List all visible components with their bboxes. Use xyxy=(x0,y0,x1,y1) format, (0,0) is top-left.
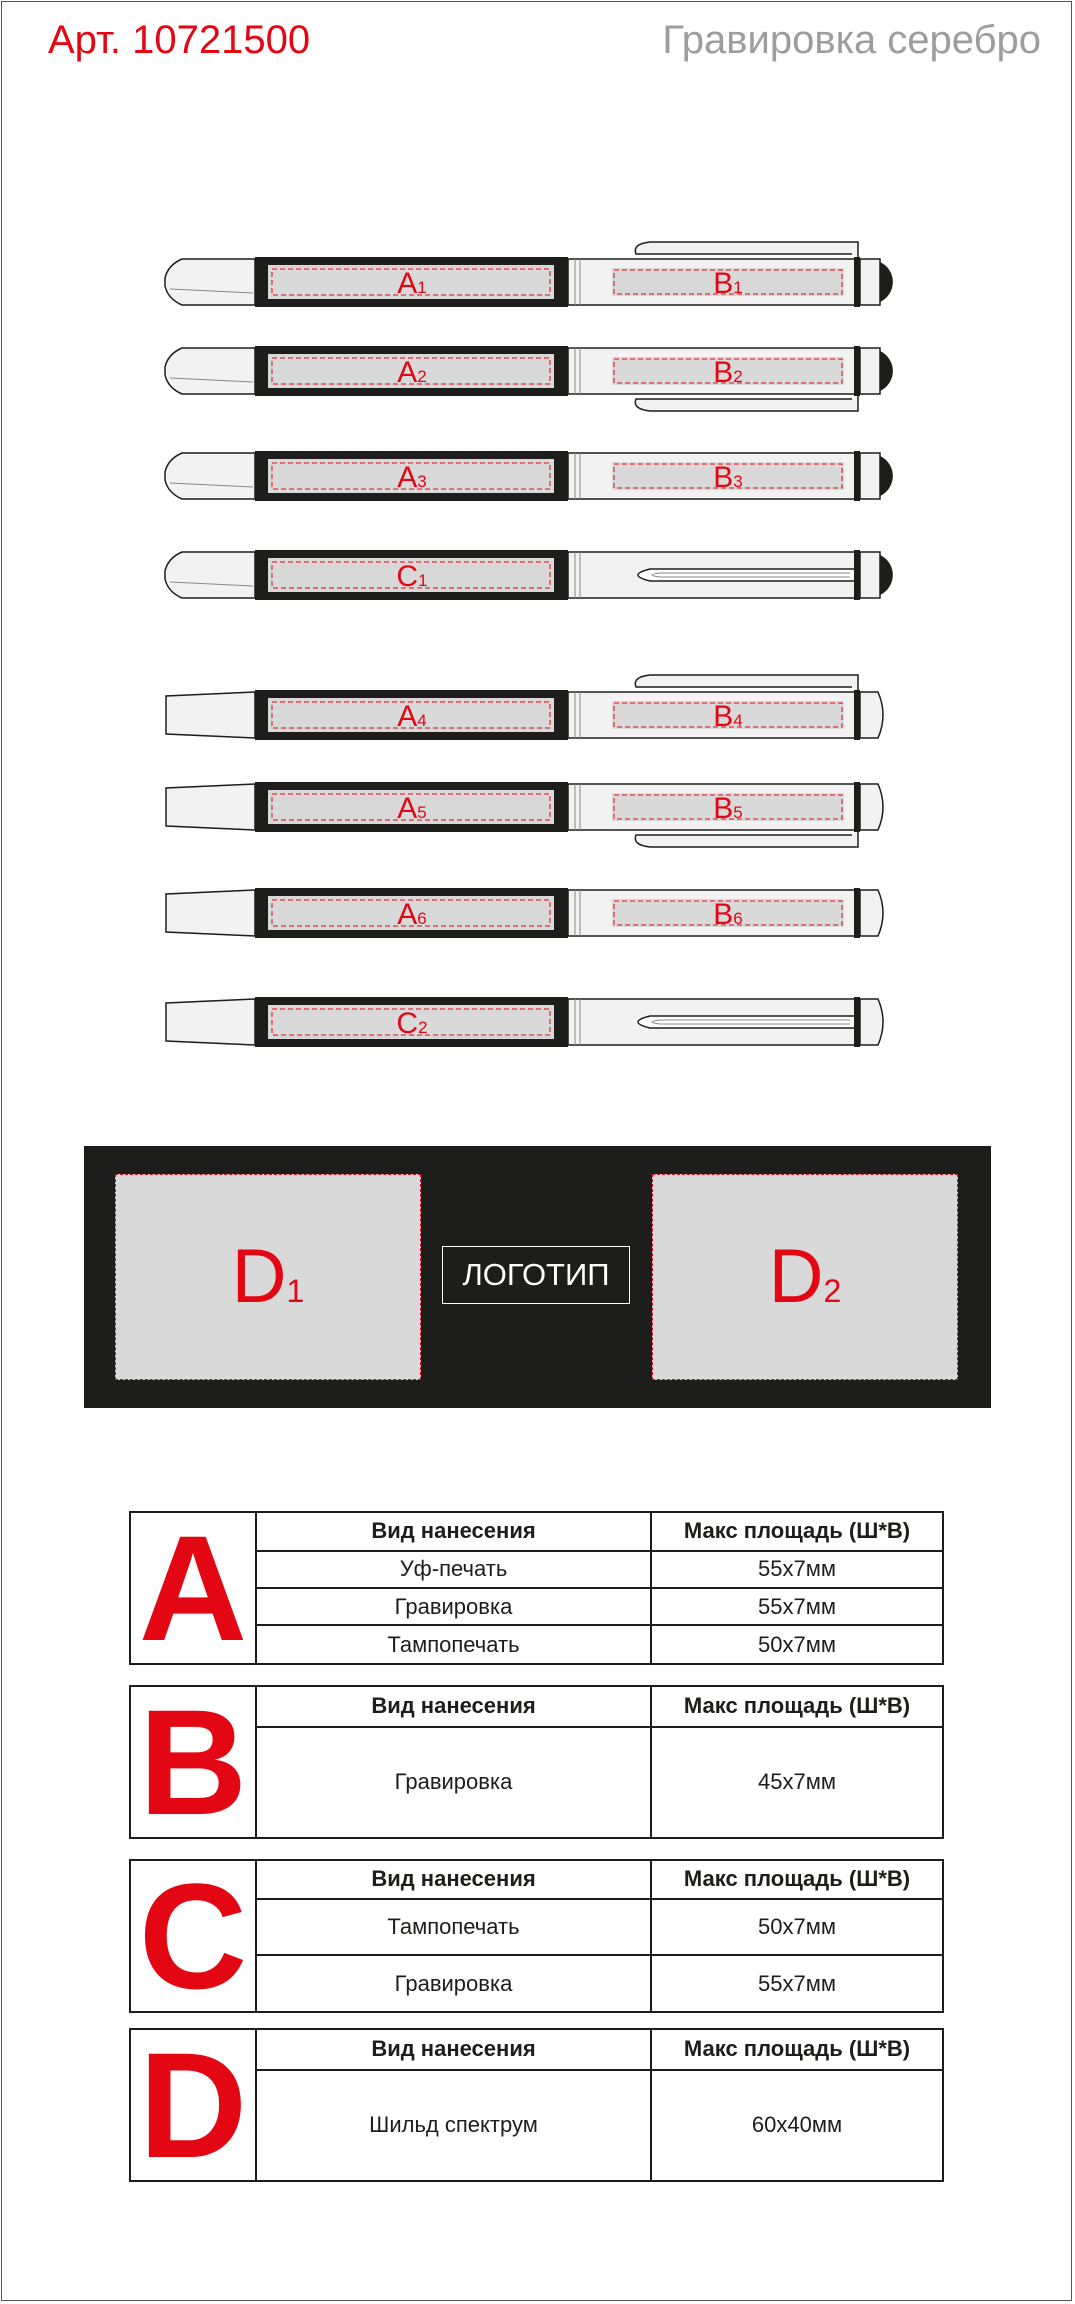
engrave-zone-a-label: A5 xyxy=(397,792,427,825)
pen-cap xyxy=(860,784,883,830)
table-cell: 55x7мм xyxy=(651,1955,943,2012)
table-cell: Гравировка xyxy=(256,1955,651,2012)
pen-cap xyxy=(860,453,880,499)
pen-end-band xyxy=(854,346,860,396)
zone-d2 xyxy=(652,1174,958,1380)
stylus-tip xyxy=(880,351,893,391)
pen-cap xyxy=(860,552,880,598)
pen-7 xyxy=(166,888,883,938)
pen-cap xyxy=(860,259,880,305)
spec-table-c xyxy=(129,1852,944,2020)
pen-3 xyxy=(165,451,893,501)
table-cell: 45x7мм xyxy=(651,1727,943,1838)
pen-cap xyxy=(860,890,883,936)
table-letter: C xyxy=(130,1860,256,2012)
table-cell: 50x7мм xyxy=(651,1899,943,1956)
pen-clip xyxy=(638,569,855,581)
table-cell: 50x7мм xyxy=(651,1625,943,1664)
pen-8 xyxy=(166,997,883,1047)
engrave-zone-b-label: B2 xyxy=(713,356,743,389)
pen-clip xyxy=(635,830,858,847)
column-header-method: Вид нанесения xyxy=(256,1686,651,1727)
page-title: Гравировка серебро xyxy=(662,18,1041,62)
engrave-zone-b-label: B6 xyxy=(713,898,743,931)
pen-tip xyxy=(165,259,255,305)
pen-end-band xyxy=(854,451,860,501)
pen-clip xyxy=(635,675,858,692)
table-cell: 60x40мм xyxy=(651,2070,943,2181)
pen-clip xyxy=(638,1016,855,1028)
pen-tip xyxy=(165,552,255,598)
table-cell: Шильд спектрум xyxy=(256,2070,651,2181)
pen-4 xyxy=(165,550,893,600)
pen-tip xyxy=(166,890,255,936)
pen-tip xyxy=(166,999,255,1045)
pen-end-band xyxy=(854,550,860,600)
engrave-zone-a-label: A2 xyxy=(397,356,427,389)
table-cell: Уф-печать xyxy=(256,1551,651,1588)
zone-d1-label: D1 xyxy=(231,1234,305,1319)
table-letter: D xyxy=(130,2029,256,2181)
pen-clip xyxy=(635,394,858,411)
pen-tip xyxy=(166,784,255,830)
pen-cap xyxy=(860,348,880,394)
article-number: Арт. 10721500 xyxy=(48,18,311,62)
pen-6 xyxy=(166,782,883,847)
engrave-zone-b-label: B5 xyxy=(713,792,743,825)
engrave-zone-a-label: A6 xyxy=(397,898,427,931)
pen-tip xyxy=(166,692,255,738)
column-header-method: Вид нанесения xyxy=(256,1512,651,1551)
column-header-area: Макс площадь (Ш*В) xyxy=(651,2029,943,2070)
column-header-method: Вид нанесения xyxy=(256,1860,651,1899)
engrave-zone-b-label: B1 xyxy=(713,267,743,300)
engrave-zone-a-label: C2 xyxy=(396,1007,428,1040)
engrave-zone-b-label: B4 xyxy=(713,700,743,733)
zone-d2-label: D2 xyxy=(768,1234,842,1319)
plate-d xyxy=(84,1146,991,1408)
pen-end-band xyxy=(854,690,860,740)
stylus-tip xyxy=(880,456,893,496)
column-header-area: Макс площадь (Ш*В) xyxy=(651,1512,943,1551)
engrave-zone-a-label: C1 xyxy=(396,560,428,593)
pen-5 xyxy=(166,675,883,740)
spec-table-b xyxy=(129,1678,944,1846)
pen-tip xyxy=(165,348,255,394)
engrave-zone-a-label: A4 xyxy=(397,700,427,733)
table-cell: Гравировка xyxy=(256,1588,651,1625)
stylus-tip xyxy=(880,262,893,302)
table-cell: Тампопечать xyxy=(256,1625,651,1664)
table-cell: 55x7мм xyxy=(651,1588,943,1625)
column-header-method: Вид нанесения xyxy=(256,2029,651,2070)
column-header-area: Макс площадь (Ш*В) xyxy=(651,1686,943,1727)
logo-box: ЛОГОТИП xyxy=(442,1246,630,1304)
pen-cap xyxy=(860,692,883,738)
column-header-area: Макс площадь (Ш*В) xyxy=(651,1860,943,1899)
pen-1 xyxy=(165,242,893,307)
spec-table-d xyxy=(129,2021,944,2189)
stylus-tip xyxy=(880,555,893,595)
pen-clip xyxy=(635,242,858,259)
pen-diagrams xyxy=(0,0,1075,1080)
pen-2 xyxy=(165,346,893,411)
table-cell: Гравировка xyxy=(256,1727,651,1838)
spec-table-a xyxy=(129,1504,944,1672)
engrave-zone-b-label: B3 xyxy=(713,461,743,494)
pen-cap xyxy=(860,999,883,1045)
table-letter: A xyxy=(130,1512,256,1664)
engrave-zone-a-label: A3 xyxy=(397,461,427,494)
engrave-zone-a-label: A1 xyxy=(397,267,427,300)
table-cell: 55x7мм xyxy=(651,1551,943,1588)
table-letter: B xyxy=(130,1686,256,1838)
pen-end-band xyxy=(854,782,860,832)
pen-tip xyxy=(165,453,255,499)
table-cell: Тампопечать xyxy=(256,1899,651,1956)
pen-end-band xyxy=(854,888,860,938)
zone-d1 xyxy=(115,1174,421,1380)
pen-end-band xyxy=(854,997,860,1047)
pen-end-band xyxy=(854,257,860,307)
